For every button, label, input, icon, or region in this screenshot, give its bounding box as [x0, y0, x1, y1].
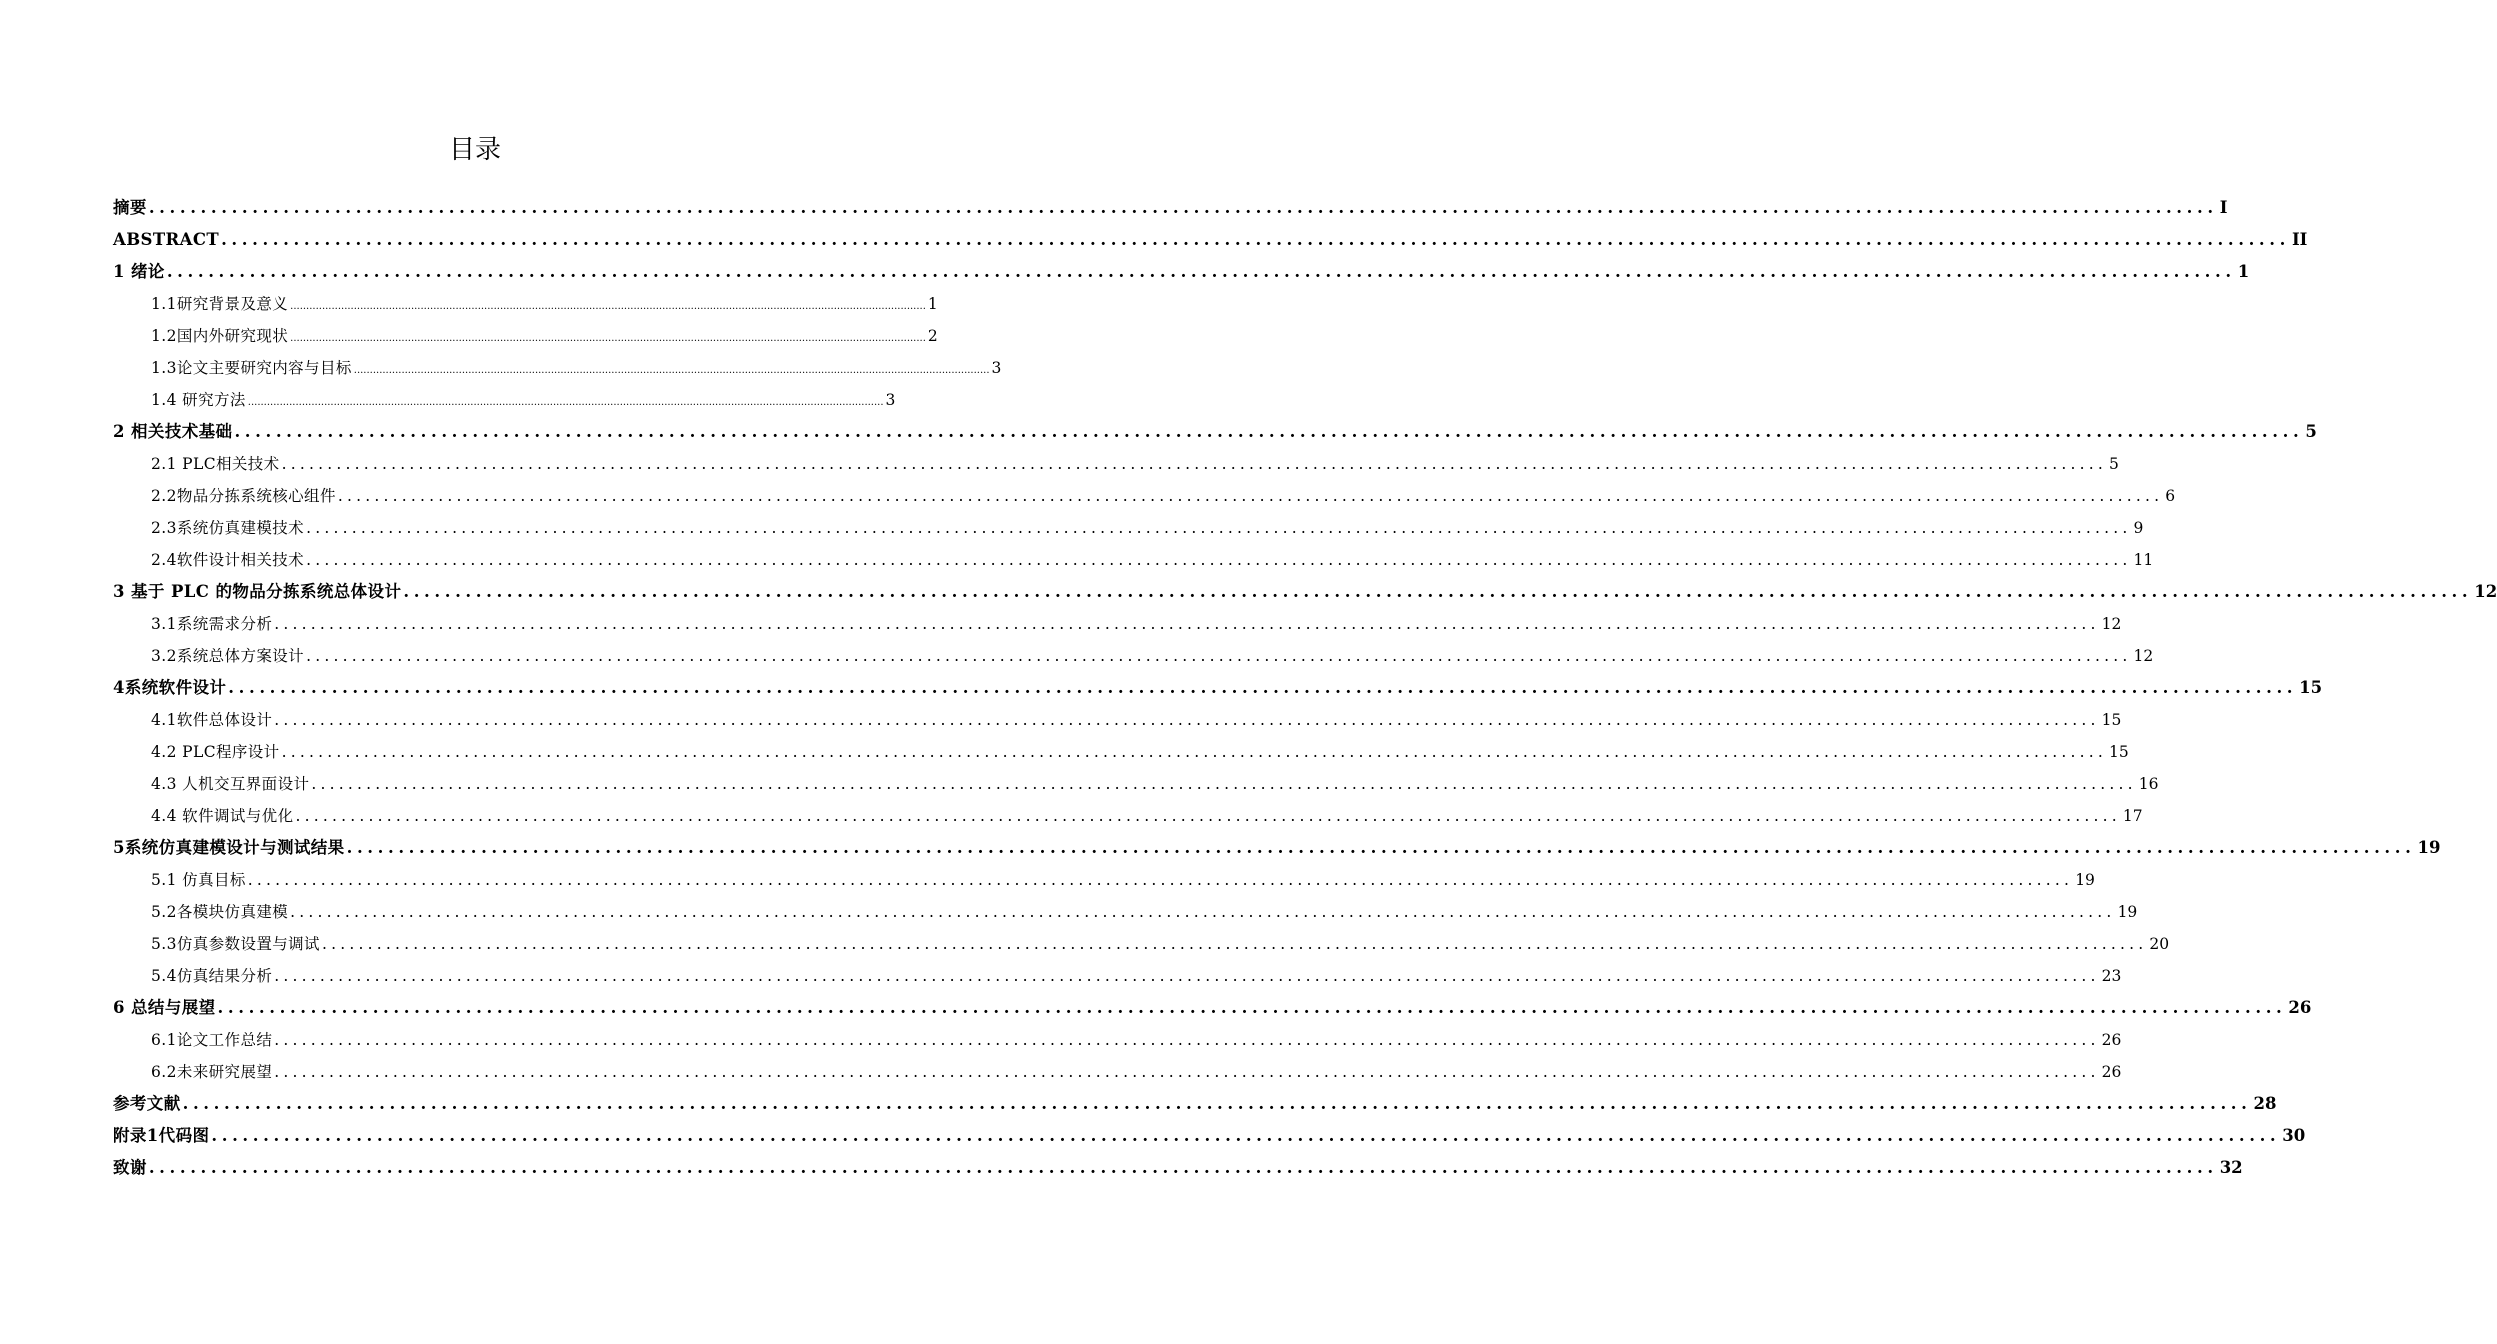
toc-entry-label: 2.4软件设计相关技术: [151, 551, 305, 569]
toc-entry[interactable]: [113, 896, 2138, 928]
toc-entry[interactable]: [113, 672, 2323, 704]
toc-entry-page-number: 15: [2108, 743, 2129, 761]
toc-dot-leader: ........................................................................................................................................................................................................: [228, 678, 2298, 697]
toc-entry-page-number: I: [2219, 198, 2228, 217]
toc-entry[interactable]: [113, 800, 2143, 832]
toc-entry-page-number: 12: [2101, 615, 2122, 633]
toc-entry-page-number: 12: [2133, 647, 2154, 665]
toc-dot-leader: ........................................................................................................................................................................................................: [274, 615, 2100, 633]
toc-entry-page-number: II: [2291, 230, 2308, 249]
toc-entry-page-number: 3: [991, 359, 1002, 377]
toc-entry[interactable]: [113, 192, 2228, 224]
toc-dot-leader: ........................................................................................................................................................................................................: [148, 1158, 2218, 1177]
toc-entry-label: 1.4 研究方法: [151, 391, 246, 409]
toc-entry[interactable]: [113, 480, 2176, 512]
toc-dot-leader: ........................................................................................................................................................................................................: [274, 1063, 2100, 1081]
toc-entry-label: 1.2国内外研究现状: [151, 327, 289, 345]
toc-dot-leader: ........................................................................................................................................................................................................: [290, 301, 926, 312]
toc-entry-label: 1 绪论: [113, 262, 165, 281]
toc-entry-page-number: 19: [2117, 903, 2138, 921]
toc-dot-leader: ........................................................................................................................................................................................................: [403, 582, 2473, 601]
toc-entry[interactable]: [113, 384, 896, 416]
toc-dot-leader: ........................................................................................................................................................................................................: [346, 838, 2416, 857]
toc-dot-leader: ........................................................................................................................................................................................................: [211, 1126, 2281, 1145]
toc-entry[interactable]: [113, 416, 2317, 448]
toc-dot-leader: ........................................................................................................................................................................................................: [182, 1094, 2252, 1113]
toc-entry[interactable]: [113, 1120, 2306, 1152]
toc-entry-label: 5.2各模块仿真建模: [151, 903, 289, 921]
toc-entry-page-number: 9: [2133, 519, 2144, 537]
toc-entry[interactable]: [113, 736, 2129, 768]
toc-entry[interactable]: [113, 448, 2119, 480]
toc-entry-page-number: 32: [2219, 1158, 2243, 1177]
toc-entry-label: 2.3系统仿真建模技术: [151, 519, 305, 537]
toc-entry[interactable]: [113, 928, 2170, 960]
toc-entry[interactable]: [113, 1152, 2243, 1184]
toc-entry[interactable]: [113, 1088, 2277, 1120]
toc-entry-label: 4系统软件设计: [113, 678, 227, 697]
toc-dot-leader: ........................................................................................................................................................................................................: [274, 967, 2100, 985]
toc-entry-page-number: 20: [2149, 935, 2170, 953]
toc-dot-leader: ........................................................................................................................................................................................................: [306, 647, 2132, 665]
toc-entry[interactable]: [113, 352, 1002, 384]
toc-entry-page-number: 11: [2133, 551, 2154, 569]
toc-dot-leader: ........................................................................................................................................................................................................: [247, 871, 2074, 889]
toc-dot-leader: ........................................................................................................................................................................................................: [247, 397, 884, 408]
toc-entry-label: 4.2 PLC程序设计: [151, 743, 280, 761]
toc-entry[interactable]: [113, 320, 938, 352]
toc-entry-label: 5.3仿真参数设置与调试: [151, 935, 320, 953]
toc-dot-leader: ........................................................................................................................................................................................................: [353, 365, 990, 376]
toc-entry[interactable]: [113, 864, 2095, 896]
toc-dot-leader: ........................................................................................................................................................................................................: [306, 519, 2132, 537]
toc-entry-page-number: 26: [2288, 998, 2312, 1017]
toc-entry-page-number: 6: [2165, 487, 2176, 505]
toc-dot-leader: ........................................................................................................................................................................................................: [290, 903, 2116, 921]
toc-entry-label: 4.4 软件调试与优化: [151, 807, 294, 825]
toc-dot-leader: ........................................................................................................................................................................................................: [281, 743, 2107, 761]
toc-entry-label: 1.1研究背景及意义: [151, 295, 289, 313]
toc-entry[interactable]: [113, 1056, 2122, 1088]
toc-entry-label: 5系统仿真建模设计与测试结果: [113, 838, 345, 857]
toc-entry-page-number: 19: [2075, 871, 2095, 889]
toc-entry[interactable]: [113, 576, 2497, 608]
toc-entry[interactable]: [113, 256, 2250, 288]
toc-entry-label: 2 相关技术基础: [113, 422, 233, 441]
toc-entry-label: 2.2物品分拣系统核心组件: [151, 487, 336, 505]
toc-entry[interactable]: [113, 1024, 2122, 1056]
toc-entry[interactable]: [113, 544, 2154, 576]
toc-entry-page-number: 5: [2305, 422, 2317, 441]
toc-entry-page-number: 1: [927, 295, 938, 313]
toc-entry-page-number: 1: [2237, 262, 2250, 281]
toc-entry-label: 6 总结与展望: [113, 998, 216, 1017]
toc-entry[interactable]: [113, 992, 2312, 1024]
toc-entry-label: 2.1 PLC相关技术: [151, 455, 280, 473]
toc-entry-page-number: 17: [2122, 807, 2143, 825]
toc-dot-leader: ........................................................................................................................................................................................................: [217, 998, 2287, 1017]
toc-dot-leader: ........................................................................................................................................................................................................: [321, 935, 2148, 953]
toc-entry-label: ABSTRACT: [113, 230, 220, 249]
toc-entry-label: 3.1系统需求分析: [151, 615, 273, 633]
toc-entry-label: 3 基于 PLC 的物品分拣系统总体设计: [113, 582, 402, 601]
toc-entry[interactable]: [113, 704, 2122, 736]
toc-dot-leader: ........................................................................................................................................................................................................: [281, 455, 2107, 473]
toc-entry-label: 6.1论文工作总结: [151, 1031, 273, 1049]
toc-entry-label: 附录1代码图: [113, 1126, 210, 1145]
toc-entry-page-number: 16: [2138, 775, 2159, 793]
toc-entry[interactable]: [113, 960, 2122, 992]
toc-entry-page-number: 30: [2282, 1126, 2306, 1145]
toc-entry-page-number: 28: [2253, 1094, 2277, 1113]
toc-entry-label: 参考文献: [113, 1094, 181, 1113]
toc-dot-leader: ........................................................................................................................................................................................................: [234, 422, 2304, 441]
toc-entry[interactable]: [113, 608, 2122, 640]
toc-entry[interactable]: [113, 768, 2159, 800]
toc-entry-label: 4.3 人机交互界面设计: [151, 775, 310, 793]
toc-entry-page-number: 5: [2108, 455, 2119, 473]
toc-dot-leader: ........................................................................................................................................................................................................: [221, 230, 2290, 249]
toc-entry[interactable]: [113, 832, 2441, 864]
toc-dot-leader: ........................................................................................................................................................................................................: [311, 775, 2137, 793]
toc-entry-page-number: 23: [2101, 967, 2122, 985]
toc-dot-leader: ........................................................................................................................................................................................................: [148, 198, 2218, 217]
toc-entry[interactable]: [113, 288, 938, 320]
toc-entry-label: 5.4仿真结果分析: [151, 967, 273, 985]
toc-dot-leader: ........................................................................................................................................................................................................: [274, 1031, 2100, 1049]
toc-entry[interactable]: [113, 512, 2144, 544]
toc-dot-leader: ........................................................................................................................................................................................................: [290, 333, 926, 344]
toc-dot-leader: ........................................................................................................................................................................................................: [337, 487, 2164, 505]
toc-entry-label: 3.2系统总体方案设计: [151, 647, 305, 665]
toc-entry-page-number: 3: [885, 391, 896, 409]
toc-dot-leader: ........................................................................................................................................................................................................: [295, 807, 2121, 825]
toc-entry-page-number: 26: [2101, 1063, 2122, 1081]
toc-entry-page-number: 2: [927, 327, 938, 345]
toc-list: [113, 192, 2497, 1184]
toc-entry-page-number: 19: [2417, 838, 2441, 857]
toc-entry-label: 致谢: [113, 1158, 147, 1177]
toc-entry[interactable]: [113, 640, 2154, 672]
toc-entry-label: 摘要: [113, 198, 147, 217]
toc-entry[interactable]: [113, 224, 2308, 256]
toc-entry-label: 4.1软件总体设计: [151, 711, 273, 729]
toc-entry-label: 1.3论文主要研究内容与目标: [151, 359, 352, 377]
toc-dot-leader: ........................................................................................................................................................................................................: [306, 551, 2132, 569]
toc-dot-leader: ........................................................................................................................................................................................................: [274, 711, 2100, 729]
toc-entry-page-number: 26: [2101, 1031, 2122, 1049]
toc-dot-leader: ........................................................................................................................................................................................................: [166, 262, 2236, 281]
toc-entry-page-number: 12: [2474, 582, 2497, 601]
toc-entry-page-number: 15: [2299, 678, 2323, 697]
toc-entry-label: 6.2未来研究展望: [151, 1063, 273, 1081]
page-title: 目录: [448, 135, 501, 165]
toc-entry-page-number: 15: [2101, 711, 2122, 729]
toc-entry-label: 5.1 仿真目标: [151, 871, 246, 889]
